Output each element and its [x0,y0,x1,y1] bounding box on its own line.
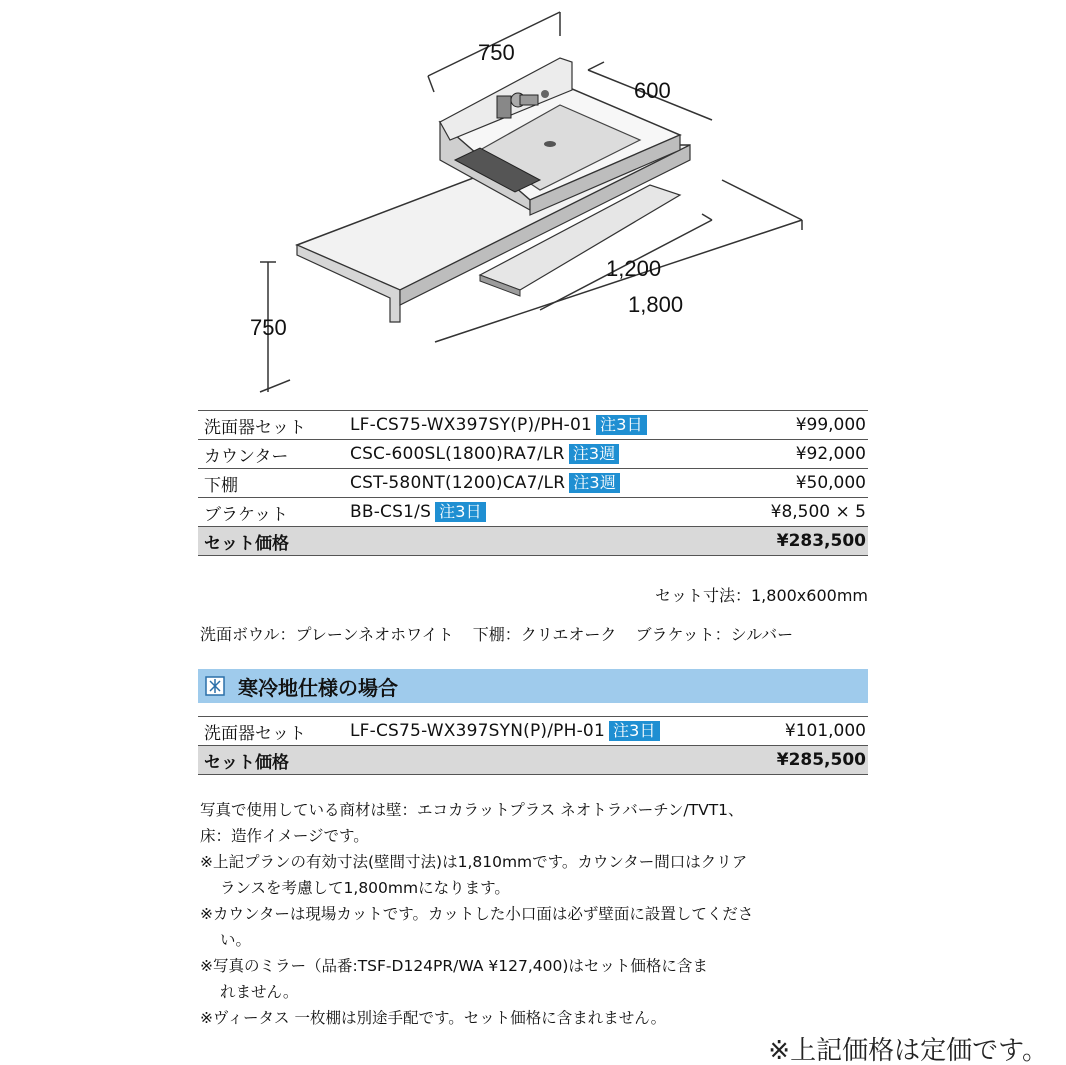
lead-time-badge: 注3週 [569,473,620,493]
table-row [198,717,868,746]
shelf-color: 下棚：クリエオーク [472,625,617,644]
part-price: ¥92,000 [795,444,866,464]
note-line: ※カウンターは現場カットです。カットした小口面は必ず壁面に設置してくださ [200,905,754,923]
total-label: セット価格 [204,533,289,554]
total-label: セット価格 [204,752,289,773]
notes [200,797,872,1031]
dim-width-top: 750 [478,40,515,65]
part-name: 下棚 [204,475,238,496]
part-model: LF-CS75-WX397SYN(P)/PH-01 注3日 [344,717,745,746]
note-line: ※写真のミラー（品番:TSF-D124PR/WA ¥127,400)はセット価格に含ま [200,957,708,975]
note-line: ※上記プランの有効寸法(壁間寸法)は1,810mmです。カウンター間口はクリア [200,853,748,871]
table-row [198,411,868,440]
snowflake-icon [204,673,230,699]
dim-height: 750 [250,315,287,340]
lead-time-badge: 注3週 [569,444,620,464]
note-line: れません。 [220,983,299,1001]
part-price: ¥8,500 × 5 [770,502,866,522]
cold-region-title: 寒冷地仕様の場合 [238,675,398,700]
total-row [198,746,868,775]
cold-parts-table [198,716,868,775]
parts-table [198,410,868,556]
cold-region-banner [198,669,868,703]
part-model: LF-CS75-WX397SY(P)/PH-01 注3日 [344,411,735,440]
lead-time-badge: 注3日 [609,721,660,741]
total-row [198,527,868,556]
dim-shelf-width: 1,200 [606,256,662,281]
part-name: カウンター [204,446,289,467]
note-line: ランスを考慮して1,800mmになります。 [220,879,510,897]
table-row [198,440,868,469]
bracket-color: ブラケット：シルバー [635,625,794,644]
part-name: 洗面器セット [204,723,306,744]
product-diagram [0,0,1066,410]
note-line: 写真で使用している商材は壁：エコカラットプラス ネオトラバーチン/TVT1、 [200,801,744,819]
part-model: CSC-600SL(1800)RA7/LR 注3週 [344,440,735,469]
part-price: ¥99,000 [795,415,866,435]
dim-depth: 600 [634,78,671,103]
color-info [200,622,807,645]
note-line: ※ヴィータス 一枚棚は別途手配です。セット価格に含まれません。 [200,1009,667,1027]
dim-counter-width: 1,800 [628,292,684,317]
set-size: セット寸法：1,800x600mm [655,586,868,605]
part-price: ¥50,000 [795,473,866,493]
table-row [198,469,868,498]
table-row [198,498,868,527]
bowl-color: 洗面ボウル：プレーンネオホワイト [200,625,454,644]
part-name: 洗面器セット [204,417,306,438]
part-price: ¥101,000 [784,721,866,741]
part-model: CST-580NT(1200)CA7/LR 注3週 [344,469,735,498]
price-footnote: ※上記価格は定価です。 [768,1036,1048,1065]
total-price: ¥283,500 [776,531,866,551]
part-model: BB-CS1/S 注3日 [344,498,735,527]
note-line: 床：造作イメージです。 [200,827,369,845]
lead-time-badge: 注3日 [435,502,486,522]
total-price: ¥285,500 [776,750,866,770]
lead-time-badge: 注3日 [596,415,647,435]
part-name: ブラケット [204,504,289,525]
note-line: い。 [220,931,252,949]
vanity-illustration [0,0,1066,410]
